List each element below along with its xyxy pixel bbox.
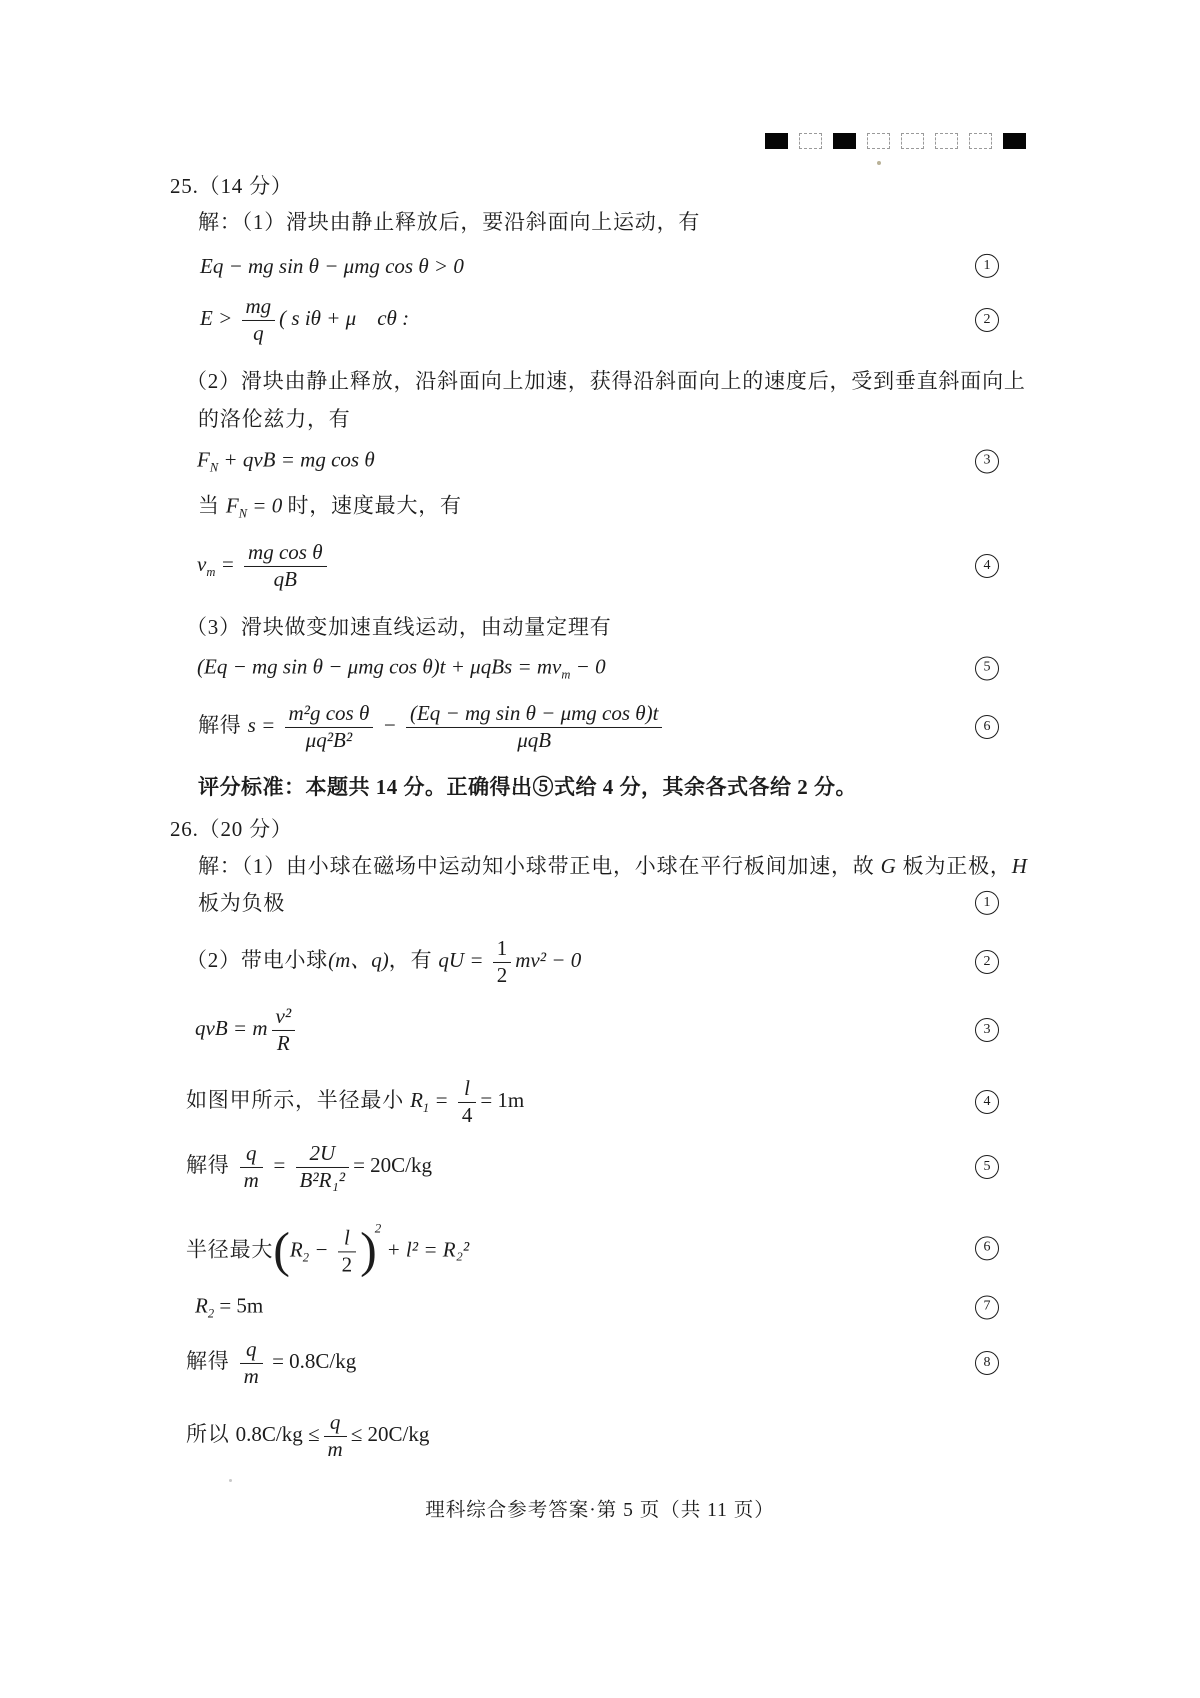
numerator: l: [338, 1227, 357, 1253]
solution-text: （2）滑块由静止释放，沿斜面向上加速，获得沿斜面向上的速度后，受到垂直斜面向上: [186, 368, 1026, 393]
solution-text: 解：（1）由小球在磁场中运动知小球带正电，小球在平行板间加速，故: [198, 853, 881, 878]
badge-digit: 2: [983, 953, 991, 969]
circled-number-7: [975, 1295, 999, 1319]
fraction: [324, 1411, 347, 1461]
equation-lhs: E >: [200, 305, 238, 330]
registration-marks: [765, 133, 1026, 149]
registration-mark: [935, 133, 958, 149]
badge-digit: 4: [983, 557, 991, 573]
denominator: R: [276, 1030, 290, 1055]
variable-s: s =: [247, 712, 281, 737]
equation-lhs: qU =: [438, 947, 489, 972]
q26-equation-6: [0, 1219, 1200, 1276]
variable-H: H: [1011, 853, 1028, 878]
denominator: 2: [341, 1252, 353, 1277]
denominator: q: [253, 320, 264, 345]
registration-mark: [969, 133, 992, 149]
equation-rest: + l² = R₂²: [381, 1237, 470, 1262]
denominator: m: [327, 1436, 343, 1461]
q26-equation-7: [0, 1291, 1200, 1322]
equation-rest: + qvB = mg cos θ: [218, 447, 375, 472]
equation-lhs: qvB = m: [195, 1015, 268, 1040]
result-value: = 20C/kg: [353, 1152, 432, 1177]
numerator: 2U: [296, 1142, 350, 1168]
numerator: mg: [242, 295, 276, 321]
scoring-text: 评分标准：本题共 14 分。正确得出⑤式给 4 分，其余各式各给 2 分。: [198, 774, 857, 799]
result-value: = 5m: [214, 1293, 264, 1318]
registration-mark: [833, 133, 856, 149]
text-have: ，有: [388, 947, 439, 972]
minus-sign: −: [308, 1237, 334, 1262]
numerator: (Eq − mg sin θ − μmg cos θ)t: [406, 702, 663, 728]
q25-equation-5: [0, 652, 1200, 683]
subscript-1: 1: [422, 1101, 430, 1115]
minus-sign: −: [377, 712, 402, 737]
equation-body: Eq − mg sin θ − μmg cos θ > 0: [200, 253, 464, 278]
denominator: m: [243, 1167, 259, 1192]
badge-digit: 5: [983, 1158, 991, 1174]
text-therefore: 所以: [186, 1421, 236, 1446]
numerator: q: [240, 1142, 263, 1168]
numerator: q: [324, 1411, 347, 1437]
page-footer: [0, 1494, 1200, 1522]
denominator: 4: [461, 1102, 473, 1127]
registration-mark: [901, 133, 924, 149]
solution-text: 板为正极，: [896, 853, 1012, 878]
circled-number-3: [975, 449, 999, 473]
superscript-2: 2: [374, 1220, 382, 1236]
badge-digit: 4: [983, 1093, 991, 1109]
q26-equation-5: [0, 1142, 1200, 1192]
fraction: [458, 1077, 477, 1127]
fraction: [285, 702, 374, 752]
lower-bound: 0.8C/kg ≤: [235, 1421, 320, 1446]
registration-mark: [867, 133, 890, 149]
equation-main: (Eq − mg sin θ − μmg cos θ)t + μqBs = mv: [197, 654, 562, 679]
solution-text: 的洛伦兹力，有: [198, 406, 351, 431]
text-solve: 解得: [198, 712, 248, 737]
circled-number-5: [975, 656, 999, 680]
q25-paragraph-2b: [0, 405, 1200, 433]
equals-zero: = 0: [247, 493, 288, 518]
q26-conclusion-line: [0, 1411, 1200, 1461]
q25-equation-4: [0, 541, 1200, 591]
denominator: qB: [273, 566, 297, 591]
fraction: [493, 937, 512, 987]
numerator: q: [240, 1338, 263, 1364]
fraction: [272, 1005, 296, 1055]
result-value: = 1m: [480, 1087, 525, 1112]
text-max-speed: 时，速度最大，有: [287, 493, 462, 518]
q26-equation-4: [0, 1077, 1200, 1127]
variable-R: R: [195, 1293, 208, 1318]
badge-digit: 2: [983, 311, 991, 327]
q26-solution-line-1b: [0, 889, 1200, 917]
denominator: B²R₁²: [299, 1167, 346, 1192]
text-solve: 解得: [186, 1152, 236, 1177]
q26-equation-3: [0, 1005, 1200, 1055]
q26-header: [0, 815, 1200, 843]
q25-equation-3: [0, 445, 1200, 476]
footer-text: 理科综合参考答案·第 5 页（共 11 页）: [425, 1500, 775, 1521]
question-points: （14 分）: [198, 173, 293, 198]
q25-solution-intro: [0, 208, 1200, 236]
question-number: 25.: [170, 173, 199, 198]
badge-digit: 3: [983, 1021, 991, 1037]
circled-number-6: [975, 715, 999, 739]
equals-sign: =: [215, 551, 241, 576]
q25-scoring-standard: [0, 773, 1200, 801]
numerator: mg cos θ: [244, 541, 326, 567]
fraction: [240, 1142, 263, 1192]
badge-digit: 6: [983, 1239, 991, 1255]
solution-text: （3）滑块做变加速直线运动，由动量定理有: [186, 614, 612, 639]
numerator: m²g cos θ: [285, 702, 374, 728]
registration-mark: [765, 133, 788, 149]
solution-text: 解：（1）滑块由静止释放后，要沿斜面向上运动，有: [198, 209, 701, 234]
q26-equation-2: [0, 937, 1200, 987]
subscript-N: N: [209, 460, 219, 475]
badge-digit: 1: [983, 257, 991, 273]
variable-G: G: [880, 853, 897, 878]
q25-paragraph-2a: [0, 367, 1200, 395]
circled-number-8: [975, 1351, 999, 1375]
equals-sign: =: [429, 1087, 454, 1112]
denominator: μq²B²: [305, 727, 353, 752]
variable-F: F: [197, 447, 210, 472]
variable-R: R: [289, 1237, 303, 1262]
scan-artifact-dot: [229, 1479, 232, 1482]
text-charged-ball: （2）带电小球: [186, 947, 329, 972]
registration-mark: [799, 133, 822, 149]
badge-digit: 6: [983, 718, 991, 734]
fraction: [338, 1227, 357, 1277]
subscript-2: 2: [207, 1306, 215, 1321]
q25-fn-condition-line: [0, 491, 1200, 522]
text-solve: 解得: [186, 1348, 236, 1373]
fraction: [406, 702, 663, 752]
circled-number-5: [975, 1155, 999, 1179]
q25-equation-2: [0, 295, 1200, 345]
numerator: l: [458, 1077, 477, 1103]
upper-bound: ≤ 20C/kg: [350, 1421, 430, 1446]
solution-text: 板为负极: [198, 890, 286, 915]
denominator: 2: [496, 962, 508, 987]
subscript-2: 2: [302, 1250, 309, 1265]
registration-mark: [1003, 133, 1026, 149]
badge-digit: 1: [983, 894, 991, 910]
text-as-figure: 如图甲所示，半径最小: [186, 1087, 411, 1112]
equation-rhs: ( s iθ + μ cθ :: [279, 305, 410, 330]
variable-F: F: [225, 493, 239, 518]
denominator: m: [243, 1363, 259, 1388]
subscript-N: N: [238, 506, 248, 521]
badge-digit: 7: [983, 1298, 991, 1314]
subscript-m: m: [561, 667, 571, 682]
circled-number-1: [975, 254, 999, 278]
denominator: μqB: [517, 727, 552, 752]
circled-number-1: [975, 891, 999, 915]
numerator: 1: [493, 937, 512, 963]
equals-sign: =: [266, 1152, 292, 1177]
badge-digit: 3: [983, 452, 991, 468]
question-number: 26.: [170, 816, 199, 841]
circled-number-3: [975, 1018, 999, 1042]
q25-equation-6: [0, 702, 1200, 752]
fraction: [244, 541, 326, 591]
circled-number-4: [975, 1090, 999, 1114]
text-when: 当: [198, 493, 226, 518]
q25-paragraph-3: [0, 613, 1200, 641]
q26-solution-line-1a: [0, 852, 1200, 880]
right-parenthesis: ): [360, 1221, 377, 1278]
numerator: v²: [272, 1005, 296, 1031]
fraction: [240, 1338, 263, 1388]
text-max-radius: 半径最大: [186, 1237, 274, 1262]
scan-artifact-dot: [877, 161, 881, 165]
equation-rhs: mv² − 0: [515, 947, 582, 972]
result-value: = 0.8C/kg: [266, 1348, 357, 1373]
q25-header: [0, 172, 1200, 200]
q25-equation-1: [0, 252, 1200, 280]
variable-R: R: [410, 1087, 423, 1112]
question-points: （20 分）: [198, 816, 293, 841]
badge-digit: 5: [983, 659, 991, 675]
vars-m-q: (m、q): [328, 947, 389, 972]
badge-digit: 8: [983, 1354, 991, 1370]
variable-v: v: [197, 551, 207, 576]
circled-number-2: [975, 950, 999, 974]
circled-number-2: [975, 308, 999, 332]
fraction: [242, 295, 276, 345]
fraction: [296, 1142, 350, 1192]
q26-equation-8: [0, 1338, 1200, 1388]
circled-number-4: [975, 554, 999, 578]
circled-number-6: [975, 1236, 999, 1260]
subscript-m: m: [206, 565, 216, 579]
equation-tail: − 0: [570, 654, 606, 679]
left-parenthesis: (: [273, 1221, 290, 1278]
